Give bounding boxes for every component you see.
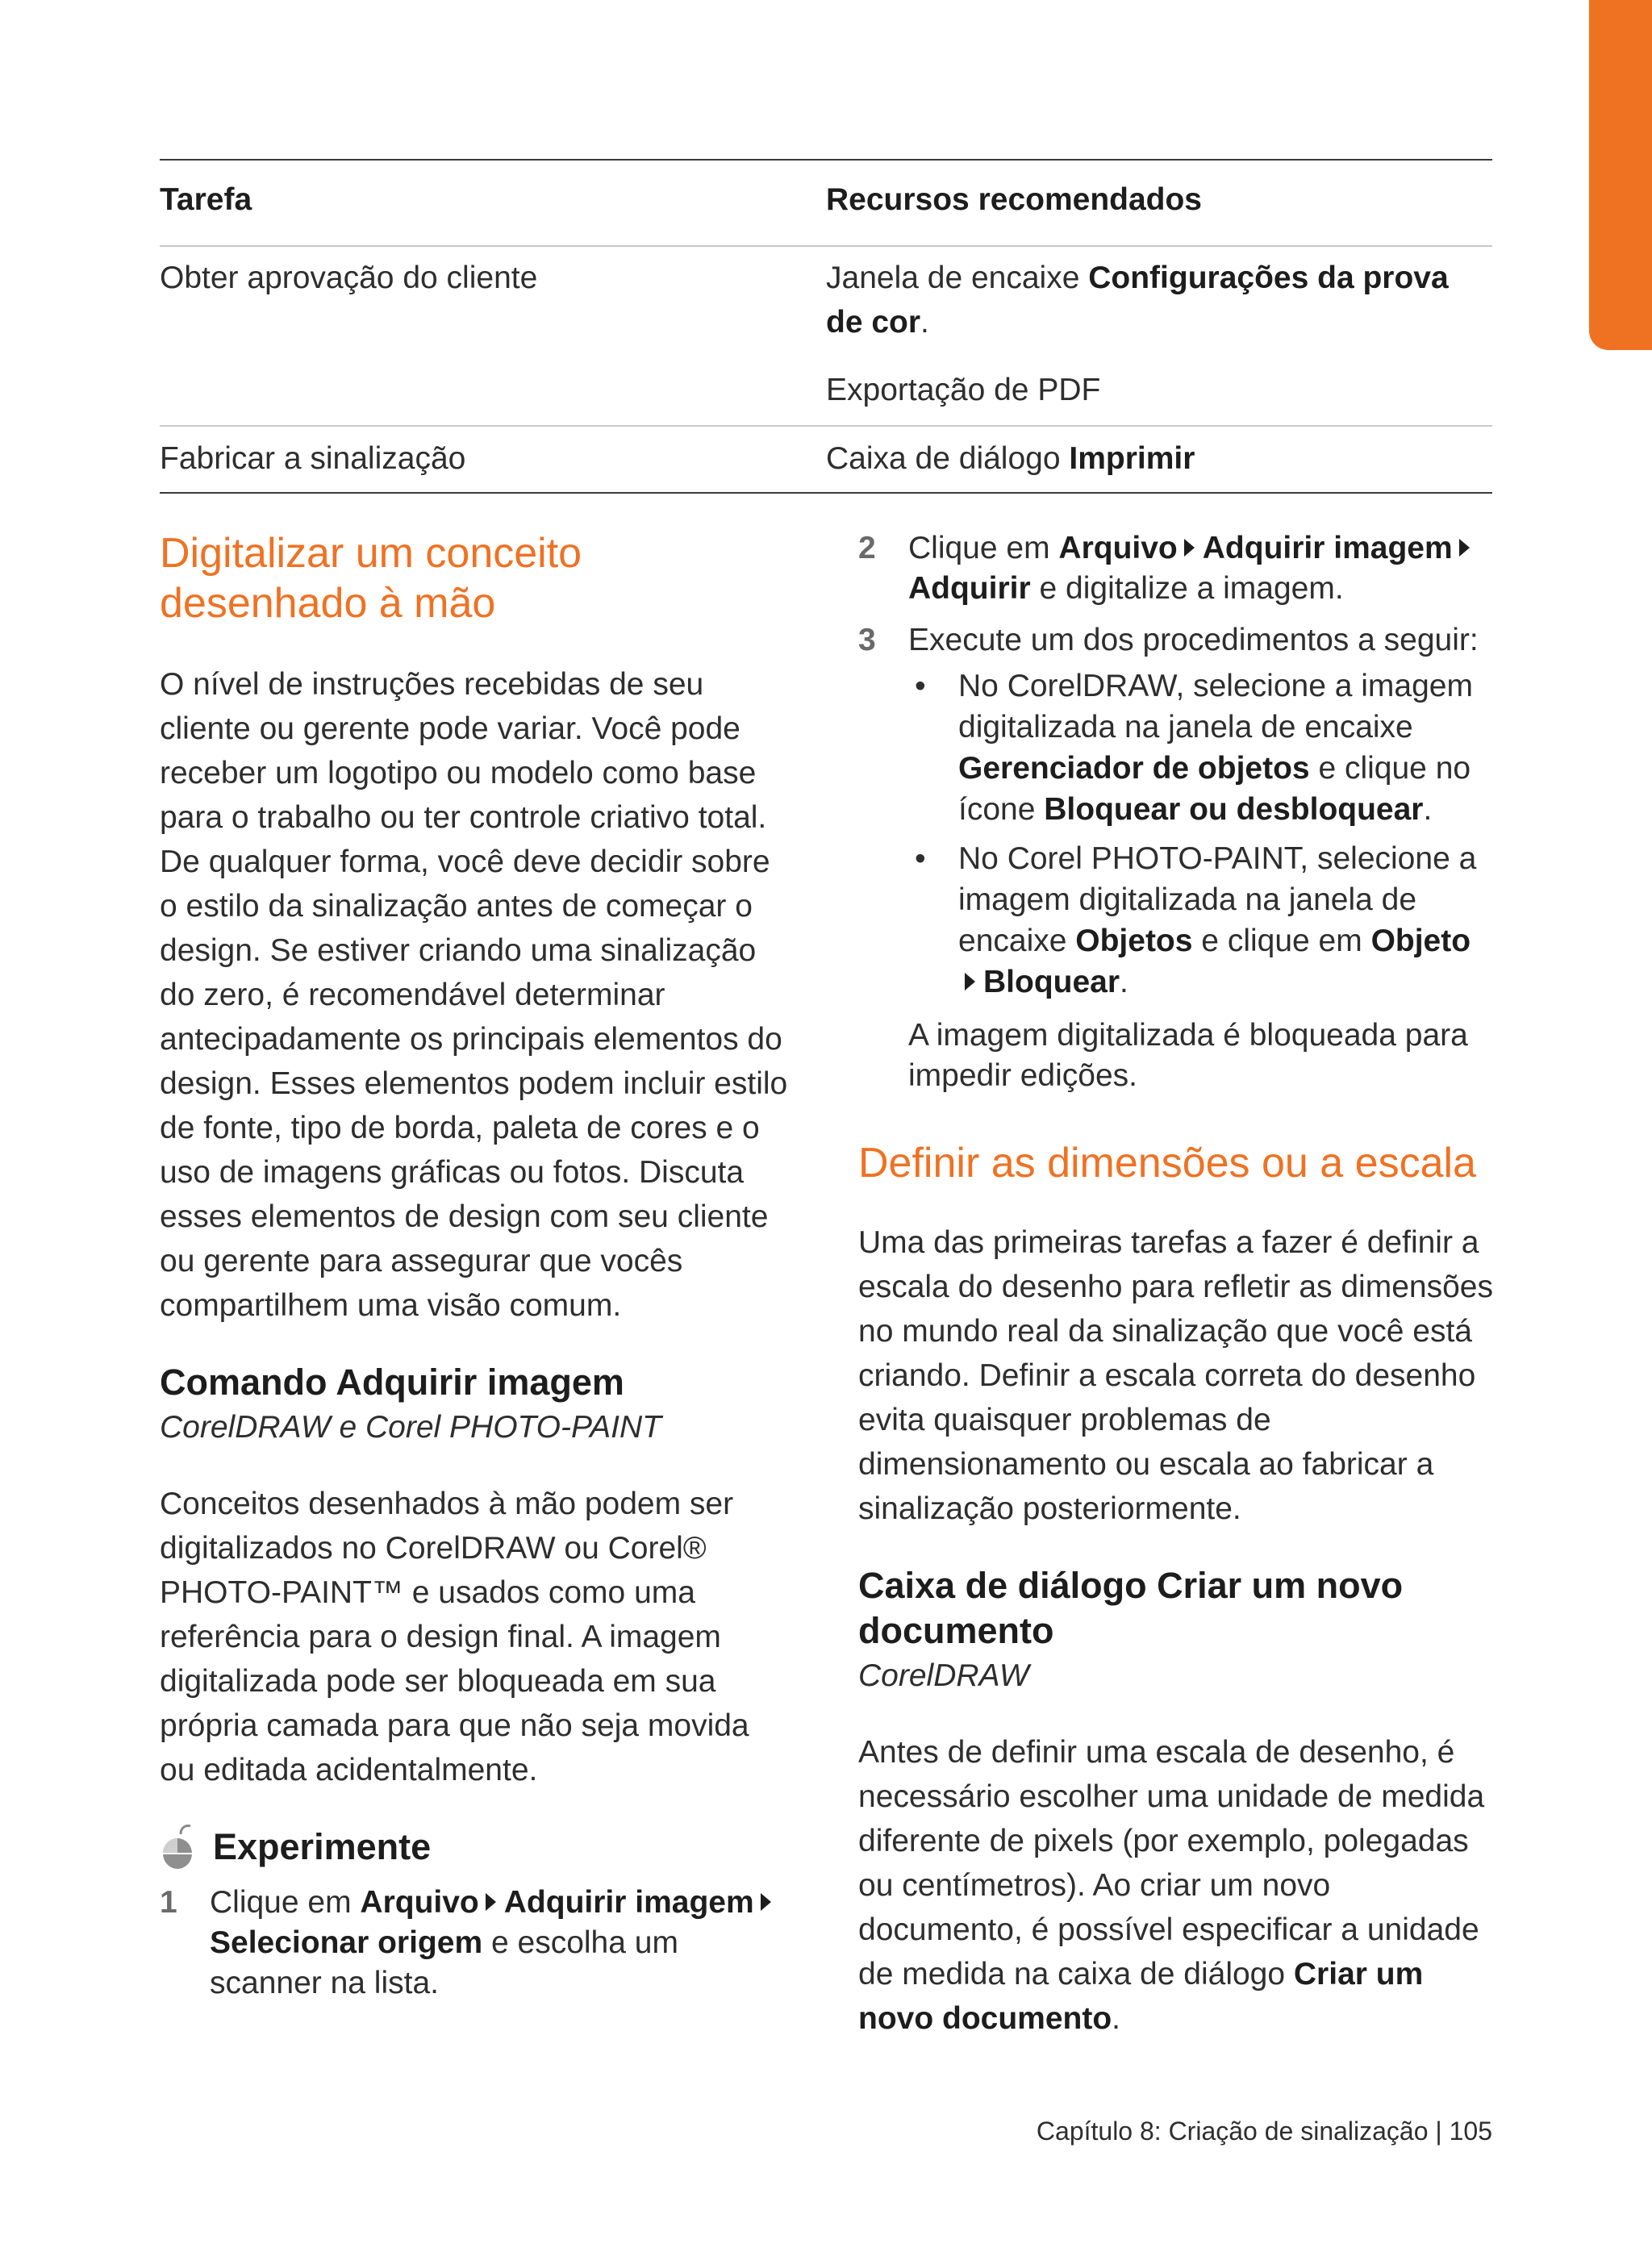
chapter-tab-marker — [1589, 0, 1652, 350]
section-title-dimensions: Definir as dimensões ou a escala — [858, 1140, 1476, 1187]
left-column — [160, 528, 789, 2004]
table-header-task: Tarefa — [160, 182, 252, 217]
bullet-icon: • — [915, 669, 926, 703]
try-it-heading — [160, 1821, 789, 1878]
menu-arrow-icon — [1184, 539, 1195, 557]
table-top-rule — [160, 159, 1492, 161]
bullet-icon: • — [915, 841, 926, 876]
page-footer: Capítulo 8: Criação de sinalização | 105 — [1036, 2117, 1492, 2146]
step-number: 2 — [858, 531, 876, 565]
new-document-paragraph: Antes de definir uma escala de desenho, é necessário escolher uma unidade de medida diferente de pixels (por exemplo, polegadas ou centímetros). Ao criar um novo documento, é possível especificar a unidade de medida na caixa de diálogo Criar um novo documento. — [858, 1735, 1485, 2036]
step-item: 3 Execute um dos procedimentos a seguir: — [858, 620, 1496, 661]
table-bottom-rule — [160, 492, 1492, 494]
menu-arrow-icon — [761, 1893, 771, 1911]
acquire-paragraph: Conceitos desenhados à mão podem ser digitalizados no CorelDRAW ou Corel® PHOTO-PAINT™ e usados como uma referência para o design final. A imagem digitalizada pode ser bloqueada em sua própria camada para que não seja movida ou editada acidentalmente. — [160, 1487, 749, 1787]
menu-arrow-icon — [965, 973, 975, 991]
table-header-resources: Recursos recomendados — [826, 182, 1203, 217]
subsection-title-new-document: Caixa de diálogo Criar um novo documento — [858, 1565, 1404, 1651]
table-row-resource: Janela de encaixe Configurações da prova de cor. — [826, 261, 1449, 340]
subsection-applies-to: CorelDRAW — [858, 1658, 1029, 1693]
list-item: • No CorelDRAW, selecione a imagem digitalizada na janela de encaixe Gerenciador de objetos e clique no ícone Bloquear ou desbloquear. — [908, 665, 1496, 830]
table-row-task: Obter aprovação do cliente — [160, 261, 538, 295]
list-item: • No Corel PHOTO-PAINT, selecione a imagem digitalizada na janela de encaixe Objetos e clique em ObjetoBloquear. — [908, 838, 1496, 1003]
step-result: A imagem digitalizada é bloqueada para impedir edições. — [908, 1018, 1468, 1093]
table-row-divider — [160, 425, 1492, 427]
step-number: 1 — [160, 1885, 177, 1920]
table-row-resource: Caixa de diálogo Imprimir — [826, 441, 1195, 476]
step-number: 3 — [858, 623, 876, 657]
subsection-applies-to: CorelDRAW e Corel PHOTO-PAINT — [160, 1410, 661, 1445]
try-it-label: Experimente — [213, 1826, 432, 1867]
intro-paragraph: O nível de instruções recebidas de seu cliente ou gerente pode variar. Você pode receber um logotipo ou modelo como base para o trabalho ou ter controle criativo total. De qualquer forma, você deve decidir sobre o estilo da sinalização antes de começar o design. Se estiver criando uma sinalização do zero, é recomendável determinar antecipadamente os principais elementos do design. Esses elementos podem incluir estilo de fonte, tipo de borda, paleta de cores e o uso de imagens gráficas ou fotos. Discuta esses elementos de design com seu cliente ou gerente para assegurar que vocês compartilhem uma visão comum. — [160, 667, 788, 1323]
section-title-digitize: Digitalizar um conceito desenhado à mão — [160, 530, 582, 627]
dimensions-paragraph: Uma das primeiras tarefas a fazer é definir a escala do desenho para refletir as dimensões no mundo real da sinalização que você está criando. Definir a escala correta do desenho evita quaisquer problemas de dimensionamento ou escala ao fabricar a sinalização posteriormente. — [858, 1225, 1493, 1526]
table-header-divider — [160, 245, 1492, 247]
mouse-icon — [160, 1821, 200, 1870]
step-item: 1 Clique em Arquivo Adquirir imagemSelecionar origem e escolha um scanner na lista. — [160, 1883, 789, 2004]
table-row-task: Fabricar a sinalização — [160, 441, 466, 476]
menu-arrow-icon — [1459, 539, 1470, 557]
right-column — [858, 528, 1496, 2041]
subsection-title-acquire: Comando Adquirir imagem — [160, 1362, 624, 1403]
table-row-resource: Exportação de PDF — [826, 373, 1101, 407]
menu-arrow-icon — [486, 1893, 496, 1911]
step-item: 2 Clique em Arquivo Adquirir imagemAdquirir e digitalize a imagem. — [858, 528, 1496, 609]
